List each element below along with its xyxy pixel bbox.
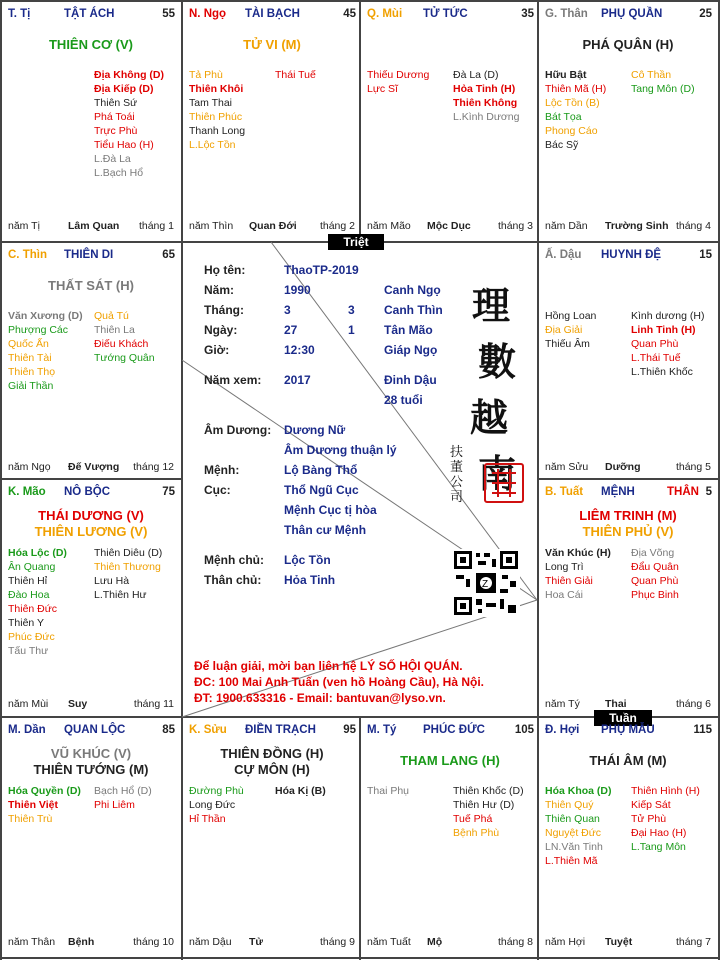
hour-value: 12:30: [284, 343, 315, 357]
palace-header: [2, 249, 180, 265]
minor-star: L.Tang Môn: [631, 841, 686, 853]
main-star: THIÊN TƯỚNG (M): [33, 762, 149, 777]
palace-cell[interactable]: [539, 480, 717, 719]
minor-stars-right: [453, 68, 519, 124]
than-chu-label: Thân chủ:: [204, 573, 262, 587]
palace-header: [2, 8, 180, 24]
minor-stars-left: [545, 784, 612, 868]
palace-month: tháng 3: [497, 220, 533, 232]
minor-star: L.Thiên Hư: [94, 589, 147, 601]
minor-star: Long Đức: [189, 799, 236, 811]
minor-star: Đường Phù: [189, 785, 244, 797]
minor-star: Phi Liêm: [94, 799, 135, 811]
main-star: THAM LANG (H): [400, 753, 500, 768]
palace-month: tháng 8: [497, 936, 533, 948]
palace-age: 45: [343, 8, 356, 20]
main-star: PHÁ QUÂN (H): [582, 37, 674, 52]
seal-caption-text: 扶董公司: [450, 445, 464, 505]
minor-star: Nguyệt Đức: [545, 827, 602, 839]
palace-cell[interactable]: [183, 718, 361, 957]
minor-star: Bạch Hổ (D): [94, 785, 152, 797]
minor-star: Tam Thai: [189, 97, 232, 109]
palace-footer: [545, 461, 711, 475]
palace-month: tháng 12: [133, 461, 174, 473]
palace-header: [183, 724, 361, 740]
month-canchi: Canh Thìn: [384, 303, 443, 317]
palace-footer: [367, 936, 533, 950]
palace-cell[interactable]: [2, 480, 180, 719]
minor-star: Thái Tuế: [275, 69, 316, 81]
minor-star: Hỏa Tinh (H): [453, 83, 516, 95]
view-year-value: 2017: [284, 373, 311, 387]
minor-star: Thiên Đức: [8, 603, 58, 615]
minor-stars-left: [545, 68, 606, 152]
minor-star: Địa Giải: [545, 324, 583, 336]
minor-star: Thiên Phúc: [189, 111, 243, 123]
red-seal: [484, 463, 524, 503]
palace-stage: Bệnh: [68, 936, 95, 948]
minor-star: Thiên Sứ: [94, 97, 138, 109]
minor-star: L.Thiên Khốc: [631, 366, 693, 378]
minor-star: Hóa Quyền (D): [8, 785, 81, 797]
tuan-tag: Tuần: [594, 710, 652, 726]
main-star: THIÊN CƠ (V): [48, 37, 134, 52]
palace-age: 35: [521, 8, 534, 20]
palace-stage: Tuyệt: [605, 936, 633, 948]
palace-than-marker: THÂN: [667, 486, 699, 498]
day-label: Ngày:: [204, 323, 238, 337]
palace-stage: Mộc Dục: [427, 220, 471, 232]
minor-star: Đà La (D): [453, 69, 499, 81]
minor-star: Thiên Y: [8, 617, 44, 629]
minor-stars-right: [275, 68, 316, 82]
palace-month: tháng 5: [675, 461, 711, 473]
palace-year: năm Dần: [545, 220, 588, 232]
minor-star: Tiểu Hao (H): [94, 139, 154, 151]
palace-year: năm Tị: [8, 220, 40, 232]
palace-month: tháng 2: [319, 220, 355, 232]
minor-star: Hoa Cái: [545, 589, 583, 601]
minor-star: Tử Phù: [631, 813, 667, 825]
seal-caption: [450, 445, 464, 505]
minor-stars-right: [631, 309, 704, 379]
name-value: ThaoTP-2019: [284, 263, 359, 277]
minor-star: Giải Thần: [8, 380, 54, 392]
palace-branch: T. Tị: [8, 8, 31, 20]
main-star: CỰ MÔN (H): [234, 762, 310, 777]
minor-star: L.Lộc Tồn: [189, 139, 236, 151]
palace-house: TẬT ÁCH: [64, 8, 115, 20]
palace-branch: B. Tuất: [545, 486, 584, 498]
palace-age: 115: [693, 724, 712, 736]
minor-star: Thiên Khôi: [189, 83, 244, 95]
main-star: THÁI DƯƠNG (V): [38, 508, 144, 523]
minor-star: Hỉ Thần: [189, 813, 226, 825]
minor-stars-right: [631, 546, 679, 602]
minor-star: Quốc Ấn: [8, 338, 49, 350]
main-star: THẤT SÁT (H): [48, 278, 134, 293]
minor-star: Hồng Loan: [545, 310, 597, 322]
hour-label: Giờ:: [204, 343, 230, 357]
than-chu-value: Hỏa Tinh: [284, 573, 336, 587]
minor-star: Đẩu Quân: [631, 561, 679, 573]
minor-star: Bác Sỹ: [545, 139, 579, 151]
palace-year: năm Mùi: [8, 698, 49, 710]
qr-code-icon[interactable]: [452, 549, 520, 617]
menh-value: Lộ Bàng Thổ: [284, 463, 358, 477]
minor-star: Hữu Bật: [545, 69, 587, 81]
palace-footer: [8, 220, 174, 234]
palace-footer: [545, 698, 711, 712]
palace-year: năm Thìn: [189, 220, 234, 232]
minor-star: Thanh Long: [189, 125, 246, 137]
minor-star: Hóa Khoa (D): [545, 785, 612, 797]
yinyang-note: Âm Dương thuận lý: [284, 443, 397, 457]
palace-year: năm Dậu: [189, 936, 232, 948]
minor-star: Đại Hao (H): [631, 827, 687, 839]
triet-tag: Triệt: [328, 234, 384, 250]
palace-stage: Đế Vượng: [68, 461, 120, 473]
minor-star: Hóa Kị (B): [275, 785, 326, 797]
yinyang-label: Âm Dương:: [204, 423, 272, 437]
year-canchi: Canh Ngọ: [384, 283, 441, 297]
palace-cell[interactable]: [539, 243, 717, 482]
minor-star: Hóa Lộc (D): [8, 547, 67, 559]
minor-star: Địa Võng: [631, 547, 675, 559]
palace-age: 25: [699, 8, 712, 20]
calligraphy-char: 數: [478, 339, 517, 384]
minor-star: Tướng Quân: [94, 352, 155, 364]
palace-stage: Tử: [249, 936, 264, 948]
palace-age: 105: [514, 724, 534, 736]
minor-star: Ân Quang: [8, 561, 56, 573]
minor-star: Thiên La: [94, 324, 135, 336]
minor-star: Địa Không (D): [94, 69, 164, 81]
palace-footer: [189, 220, 355, 234]
palace-cell[interactable]: [361, 2, 539, 241]
day-lunar: 1: [348, 323, 355, 337]
minor-star: Thiên Mã (H): [545, 83, 607, 95]
palace-house: NÔ BỘC: [64, 486, 110, 498]
minor-star: Phục Binh: [631, 589, 679, 601]
palace-branch: Ấ. Dậu: [545, 249, 582, 261]
palace-house: ĐIỀN TRẠCH: [245, 724, 316, 736]
minor-stars-right: [631, 784, 700, 854]
minor-star: Thiên Khốc (D): [453, 785, 524, 797]
minor-star: Kiếp Sát: [631, 799, 671, 811]
menh-chu-label: Mệnh chủ:: [204, 553, 264, 567]
minor-stars-right: [94, 546, 162, 602]
palace-cell[interactable]: [2, 718, 180, 957]
minor-star: L.Bạch Hổ: [94, 167, 144, 179]
yinyang-value: Dương Nữ: [284, 423, 346, 437]
main-star: VŨ KHÚC (V): [50, 746, 132, 761]
minor-stars-left: [189, 68, 245, 152]
minor-star: Thiên Không: [453, 97, 518, 109]
minor-star: Thiên Hỉ: [8, 575, 48, 587]
palace-year: năm Hợi: [545, 936, 586, 948]
palace-stage: Thai: [605, 698, 627, 710]
minor-star: Lưu Hà: [94, 575, 130, 587]
year-label: Năm:: [204, 283, 235, 297]
palace-house: TÀI BẠCH: [245, 8, 300, 20]
palace-footer: [367, 220, 533, 234]
minor-star: Cô Thần: [631, 69, 672, 81]
minor-star: Thiên Quan: [545, 813, 600, 825]
minor-stars-right: [631, 68, 695, 96]
palace-stage: Trường Sinh: [605, 220, 669, 232]
calligraphy-char: 南: [478, 451, 517, 496]
minor-star: Thai Phụ: [367, 785, 410, 797]
minor-star: Thiếu Âm: [545, 338, 590, 350]
main-star: LIÊM TRINH (M): [579, 508, 677, 523]
palace-cell[interactable]: [2, 243, 180, 482]
minor-star: Địa Kiếp (D): [94, 83, 154, 95]
month-label: Tháng:: [204, 303, 244, 317]
age-value: 28 tuổi: [384, 393, 423, 407]
view-year-canchi: Đinh Dậu: [384, 373, 437, 387]
palace-age: 15: [699, 249, 712, 261]
menh-label: Mệnh:: [204, 463, 240, 477]
minor-stars-right: [275, 784, 326, 798]
palace-house: PHỤ QUẦN: [601, 8, 663, 20]
palace-header: [539, 8, 717, 24]
minor-star: Thiếu Dương: [367, 69, 430, 81]
minor-star: Quan Phù: [631, 338, 679, 350]
palace-footer: [189, 936, 355, 950]
year-value: 1990: [284, 283, 311, 297]
minor-stars-left: [8, 546, 67, 658]
view-year-label: Năm xem:: [204, 373, 262, 387]
palace-age: 75: [162, 486, 175, 498]
minor-star: Văn Xương (D): [8, 310, 83, 322]
minor-star: Điếu Khách: [94, 338, 149, 350]
palace-stage: Mộ: [427, 936, 443, 948]
palace-cell[interactable]: [361, 718, 539, 957]
hour-canchi: Giáp Ngọ: [384, 343, 438, 357]
palace-house: HUYNH ĐỆ: [601, 249, 662, 261]
palace-header: [2, 486, 180, 502]
palace-age: 85: [162, 724, 175, 736]
palace-header: [361, 8, 539, 24]
minor-star: Long Trì: [545, 561, 584, 573]
minor-stars-left: [8, 309, 83, 393]
palace-year: năm Ngọ: [8, 461, 51, 473]
main-star: THIÊN ĐỒNG (H): [220, 746, 324, 761]
palace-house: TỬ TỨC: [423, 8, 468, 20]
palace-branch: Q. Mùi: [367, 8, 403, 20]
palace-month: tháng 11: [133, 698, 174, 710]
palace-footer: [8, 698, 174, 712]
minor-star: Phượng Các: [8, 324, 69, 336]
cuc-value: Thổ Ngũ Cục: [284, 483, 359, 497]
palace-branch: Đ. Hợi: [545, 724, 580, 736]
calligraphy-char: 越: [470, 395, 509, 440]
chart-center: [182, 245, 536, 714]
minor-stars-left: [367, 784, 409, 798]
palace-year: năm Mão: [367, 220, 411, 232]
palace-cell[interactable]: [183, 2, 361, 241]
minor-star: LN.Văn Tinh: [545, 841, 603, 853]
palace-footer: [545, 936, 711, 950]
minor-star: Tấu Thư: [8, 645, 49, 657]
minor-stars-right: [94, 68, 164, 180]
minor-star: L.Đà La: [94, 153, 131, 165]
palace-header: [539, 249, 717, 265]
minor-star: L.Kình Dương: [453, 111, 520, 123]
minor-stars-left: [189, 784, 244, 826]
minor-star: Quan Phù: [631, 575, 679, 587]
palace-footer: [8, 936, 174, 950]
calligraphy-char: 理: [472, 283, 511, 328]
palace-house: MỆNH: [601, 486, 635, 498]
palace-header: [539, 724, 717, 740]
palace-branch: M. Dần: [8, 724, 46, 736]
minor-star: Thiên Quý: [545, 799, 594, 811]
minor-star: Thiên Hình (H): [631, 785, 700, 797]
day-solar: 27: [284, 323, 298, 337]
minor-star: Thiên Tài: [8, 352, 52, 364]
minor-star: Thiên Thương: [94, 561, 161, 573]
main-star: TỬ VI (M): [243, 37, 301, 52]
palace-stage: Quan Đới: [249, 220, 297, 232]
palace-stage: Dưỡng: [605, 461, 641, 473]
main-star: THÁI ÂM (M): [589, 753, 667, 768]
minor-star: Thiên Việt: [8, 799, 58, 811]
palace-header: [539, 486, 717, 502]
palace-branch: K. Sửu: [189, 724, 227, 736]
minor-star: Lực Sĩ: [367, 83, 398, 95]
palace-age: 55: [162, 8, 175, 20]
palace-house: PHỤ MẪU: [601, 724, 655, 736]
palace-year: năm Thân: [8, 936, 56, 948]
palace-footer: [545, 220, 711, 234]
minor-star: Tuế Phá: [453, 813, 493, 825]
minor-star: Tả Phù: [189, 69, 223, 81]
minor-star: Phong Cáo: [545, 125, 598, 137]
minor-stars-left: [367, 68, 429, 96]
palace-header: [183, 8, 361, 24]
minor-star: Linh Tinh (H): [631, 324, 696, 336]
cuc-label: Cục:: [204, 483, 231, 497]
palace-branch: G. Thân: [545, 8, 588, 20]
minor-star: Thiên Diêu (D): [94, 547, 163, 559]
minor-stars-left: [545, 546, 611, 602]
svg-text:Z: Z: [482, 579, 489, 590]
contact-phone-email: ĐT: 1900.633316 - Email: bantuvan@lyso.vn.: [194, 691, 446, 705]
minor-star: Bệnh Phù: [453, 827, 500, 839]
minor-star: Kình dương (H): [631, 310, 705, 322]
than-position: Thân cư Mệnh: [284, 523, 367, 537]
palace-month: tháng 6: [675, 698, 711, 710]
month-solar: 3: [284, 303, 291, 317]
palace-age: 65: [162, 249, 175, 261]
palace-month: tháng 10: [133, 936, 174, 948]
minor-star: Bát Tọa: [545, 111, 582, 123]
palace-header: [2, 724, 180, 740]
minor-stars-left: [8, 784, 81, 826]
month-lunar: 3: [348, 303, 355, 317]
palace-age: 95: [343, 724, 356, 736]
minor-star: Phúc Đức: [8, 631, 55, 643]
contact-address: ĐC: 100 Mai Anh Tuấn (ven hồ Hoàng Cầu), Hà Nội.: [194, 675, 485, 689]
minor-star: Văn Khúc (H): [545, 547, 611, 559]
cuc-relation: Mệnh Cục tị hòa: [284, 503, 377, 517]
minor-stars-right: [94, 309, 155, 365]
main-star: THIÊN PHỦ (V): [582, 524, 674, 539]
main-star: THIÊN LƯƠNG (V): [34, 524, 148, 539]
palace-branch: N. Ngọ: [189, 8, 227, 20]
palace-footer: [8, 461, 174, 475]
palace-branch: C. Thìn: [8, 249, 47, 261]
palace-branch: M. Tý: [367, 724, 397, 736]
minor-star: Tang Môn (D): [631, 83, 695, 95]
minor-star: Thiên Thọ: [8, 366, 56, 378]
palace-cell[interactable]: [2, 2, 180, 241]
palace-cell[interactable]: [539, 718, 717, 957]
palace-house: QUAN LỘC: [64, 724, 126, 736]
palace-age: 5: [705, 486, 712, 498]
minor-star: Lộc Tồn (B): [545, 97, 600, 109]
palace-year: năm Tuất: [367, 936, 411, 948]
minor-star: Đào Hoa: [8, 589, 50, 601]
minor-star: Thiên Hư (D): [453, 799, 515, 811]
palace-house: THIÊN DI: [64, 249, 114, 261]
palace-month: tháng 1: [138, 220, 174, 232]
minor-stars-left: [545, 309, 596, 351]
palace-house: PHÚC ĐỨC: [423, 724, 485, 736]
minor-star: Thiên Giải: [545, 575, 593, 587]
menh-chu-value: Lộc Tồn: [284, 553, 331, 567]
seal-mark-icon: [486, 465, 522, 501]
palace-year: năm Sửu: [545, 461, 589, 473]
palace-month: tháng 7: [675, 936, 711, 948]
palace-cell[interactable]: [539, 2, 717, 241]
minor-stars-right: [453, 784, 524, 840]
palace-year: năm Tý: [545, 698, 580, 710]
minor-stars-right: [94, 784, 152, 812]
palace-stage: Lâm Quan: [68, 220, 120, 232]
minor-star: Quả Tú: [94, 310, 129, 322]
palace-branch: K. Mão: [8, 486, 46, 498]
palace-header: [361, 724, 539, 740]
name-label: Họ tên:: [204, 263, 246, 277]
minor-star: L.Thái Tuế: [631, 352, 681, 364]
minor-star: Thiên Trù: [8, 813, 53, 825]
minor-star: Phá Toái: [94, 111, 135, 123]
minor-star: Trực Phù: [94, 125, 138, 137]
palace-month: tháng 4: [675, 220, 711, 232]
day-canchi: Tân Mão: [384, 323, 433, 337]
palace-month: tháng 9: [319, 936, 355, 948]
contact-note: Để luận giải, mời bạn liên hệ LÝ SỐ HỘI QUÁN.: [194, 659, 463, 673]
palace-stage: Suy: [68, 698, 88, 710]
minor-star: L.Thiên Mã: [545, 855, 598, 867]
